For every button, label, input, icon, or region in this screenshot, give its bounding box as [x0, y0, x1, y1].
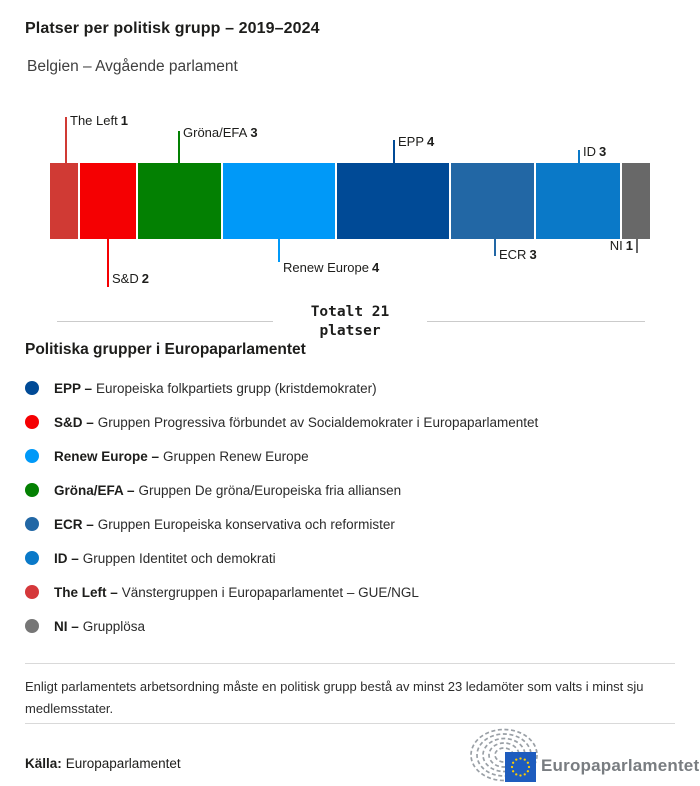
legend-name: ID –: [54, 550, 79, 566]
legend-desc: Gruppen Progressiva förbundet av Socialdemokrater i Europaparlamentet: [97, 414, 539, 430]
ni-color-dot: [25, 619, 39, 633]
callout-line-epp: [393, 140, 395, 163]
callout-label-ni: [561, 238, 633, 254]
european-parliament-logo: [460, 726, 700, 784]
legend-item-sd: [25, 405, 680, 439]
legend-desc: Gruppen Identitet och demokrati: [82, 550, 276, 566]
stacked-bar: [50, 163, 650, 239]
page-title: Platser per politisk grupp – 2019–2024: [25, 20, 320, 37]
source-value: Europaparlamentet: [65, 756, 181, 771]
legend-name: NI –: [54, 618, 79, 634]
bar-segment-epp: [337, 163, 449, 239]
group-seats: 2: [141, 271, 149, 286]
legend-heading: Politiska grupper i Europaparlamentet: [25, 341, 306, 358]
group-name: The Left: [70, 113, 118, 128]
callout-label-sd: [112, 271, 149, 287]
page-subtitle: Belgien – Avgående parlament: [27, 58, 238, 75]
source-line: [25, 756, 181, 771]
eu-flag: [505, 752, 536, 782]
callout-label-epp: [398, 134, 434, 150]
group-seats: 3: [250, 125, 258, 140]
callout-label-id: [583, 144, 606, 160]
footnote-divider-bottom: [25, 723, 675, 724]
callout-label-greens-efa: [183, 125, 258, 141]
legend-desc: Europeiska folkpartiets grupp (kristdemokrater): [96, 380, 377, 396]
legend-item-greens-efa: [25, 473, 680, 507]
callout-line-greens-efa: [178, 131, 180, 163]
group-name: NI: [609, 238, 623, 253]
legend-name: EPP –: [54, 380, 93, 396]
bar-segment-sd: [80, 163, 136, 239]
source-label: Källa:: [25, 756, 62, 771]
bar-segment-greens-efa: [138, 163, 222, 239]
callout-label-the-left: [70, 113, 128, 129]
legend-item-ni: [25, 609, 680, 643]
legend-name: The Left –: [54, 584, 118, 600]
group-name: ECR: [499, 247, 527, 262]
legend-item-ecr: [25, 507, 680, 541]
renew-color-dot: [25, 449, 39, 463]
bar-segment-ecr: [451, 163, 535, 239]
ep-hemicycle-icon: [460, 728, 538, 784]
ep-logo-text: Europaparlamentet: [541, 756, 700, 775]
footnote: Enligt parlamentets arbetsordning måste en politisk grupp bestå av minst 23 ledamöter som valts i minst sju medlemsstater.: [25, 679, 644, 716]
legend-name: Gröna/EFA –: [54, 482, 135, 498]
callout-label-renew: [283, 260, 379, 276]
group-seats: 1: [120, 113, 128, 128]
bar-segment-ni: [622, 163, 650, 239]
group-seats: 4: [427, 134, 435, 149]
group-name: ID: [583, 144, 596, 159]
greens-efa-color-dot: [25, 483, 39, 497]
legend-name: S&D –: [54, 414, 94, 430]
legend-item-the-left: [25, 575, 680, 609]
group-seats: 1: [625, 238, 633, 253]
callout-line-ni: [636, 239, 638, 253]
legend-item-id: [25, 541, 680, 575]
group-seats: 4: [372, 260, 380, 275]
callout-line-the-left: [65, 117, 67, 163]
group-name: Renew Europe: [283, 260, 369, 275]
group-seats: 3: [529, 247, 537, 262]
callout-line-id: [578, 150, 580, 163]
ecr-color-dot: [25, 517, 39, 531]
total-seats-line2: platser: [319, 323, 381, 339]
legend-name: ECR –: [54, 516, 94, 532]
legend-item-epp: [25, 371, 680, 405]
legend-desc: Gruppen Europeiska konservativa och reformister: [97, 516, 395, 532]
bar-segment-the-left: [50, 163, 78, 239]
bar-segment-id: [536, 163, 620, 239]
total-seats-line1: Totalt 21: [310, 304, 390, 320]
bar-segment-renew: [223, 163, 335, 239]
callout-line-renew: [278, 239, 280, 262]
group-name: EPP: [398, 134, 425, 149]
legend-desc: Gruppen De gröna/Europeiska fria alliansen: [138, 482, 402, 498]
group-name: S&D: [112, 271, 139, 286]
callout-label-ecr: [499, 247, 537, 263]
total-divider-left: [57, 321, 273, 322]
footnote-divider-top: [25, 663, 675, 664]
group-name: Gröna/EFA: [183, 125, 248, 140]
legend-item-renew: [25, 439, 680, 473]
group-seats: 3: [599, 144, 607, 159]
legend-desc: Gruppen Renew Europe: [163, 448, 309, 464]
legend: [25, 371, 680, 643]
epp-color-dot: [25, 381, 39, 395]
callout-line-sd: [107, 239, 109, 287]
total-divider-right: [427, 321, 645, 322]
the-left-color-dot: [25, 585, 39, 599]
legend-name: Renew Europe –: [54, 448, 160, 464]
legend-desc: Grupplösa: [82, 618, 146, 634]
sd-color-dot: [25, 415, 39, 429]
id-color-dot: [25, 551, 39, 565]
callout-line-ecr: [494, 239, 496, 256]
legend-desc: Vänstergruppen i Europaparlamentet – GUE/NGL: [121, 584, 419, 600]
